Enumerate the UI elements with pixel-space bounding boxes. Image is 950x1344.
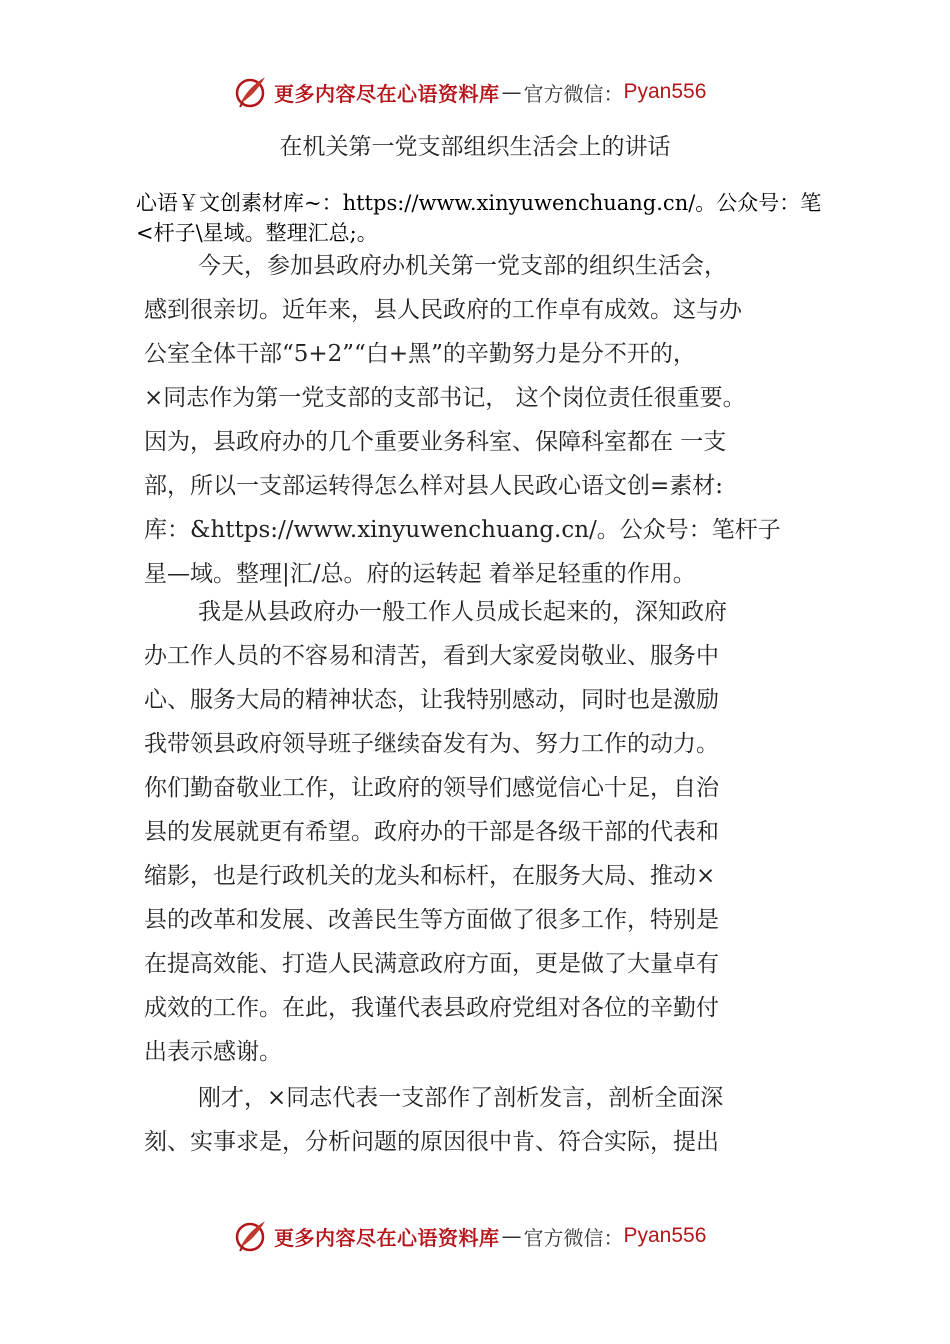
text-line: 心、服务大局的精神状态，让我特别感动，同时也是激励 bbox=[144, 687, 719, 713]
banner-wechat-id: Pyan556 bbox=[623, 80, 707, 103]
text-line: 我带领县政府领导班子继续奋发有为、努力工作的动力。 bbox=[144, 731, 719, 757]
text-line: 感到很亲切。近年来，县人民政府的工作卓有成效。这与办 bbox=[144, 297, 742, 323]
banner-slogan: 更多内容尽在心语资料库 bbox=[274, 1225, 500, 1250]
text-line: 成效的工作。在此，我谨代表县政府党组对各位的辛勤付 bbox=[144, 995, 719, 1021]
text-line: 部，所以一支部运转得怎么样对县人民政心语文创=素材: bbox=[144, 473, 724, 499]
text-line: 办工作人员的不容易和清苦，看到大家爱岗敬业、服务中 bbox=[144, 643, 719, 669]
banner-dash: — bbox=[501, 80, 522, 104]
paragraph-1 bbox=[144, 244, 834, 596]
text-line: 在提高效能、打造人民满意政府方面，更是做了大量卓有 bbox=[144, 951, 719, 977]
source-note: 心语￥文创素材库~：https://www.xinyuwenchuang.cn/。公众号：笔<杆子\星域。整理汇总;。 bbox=[136, 191, 822, 245]
footer-banner bbox=[232, 1216, 706, 1256]
banner-wechat-label: 官方微信： bbox=[523, 1225, 624, 1250]
quill-logo-icon bbox=[232, 1218, 268, 1254]
text-line: 县的改革和发展、改善民生等方面做了很多工作，特别是 bbox=[144, 907, 719, 933]
text-line: ×同志作为第一党支部的支部书记， 这个岗位责任很重要。 bbox=[144, 385, 746, 411]
text-line: 出表示感谢。 bbox=[144, 1039, 282, 1065]
banner-dash: — bbox=[501, 1224, 522, 1248]
text-line: 县的发展就更有希望。政府办的干部是各级干部的代表和 bbox=[144, 819, 719, 845]
paragraph-3 bbox=[144, 1076, 834, 1164]
text-line: 库：&https://www.xinyuwenchuang.cn/。公众号：笔杆子 bbox=[144, 517, 781, 543]
header-banner bbox=[232, 72, 706, 112]
document-title: 在机关第一党支部组织生活会上的讲话 bbox=[279, 134, 671, 160]
banner-wechat-label: 官方微信： bbox=[523, 81, 624, 106]
quill-logo-icon bbox=[232, 74, 268, 110]
text-line: 公室全体干部“5+2”“白+黑”的辛勤努力是分不开的， bbox=[144, 341, 696, 367]
text-line: 因为，县政府办的几个重要业务科室、保障科室都在 一支 bbox=[144, 429, 727, 455]
banner-slogan: 更多内容尽在心语资料库 bbox=[274, 81, 500, 106]
text-line: 星—域。整理|汇/总。府的运转起 着举足轻重的作用。 bbox=[144, 561, 696, 587]
text-line: 刻、实事求是，分析问题的原因很中肯、符合实际，提出 bbox=[144, 1129, 719, 1155]
text-line: 我是从县政府办一般工作人员成长起来的，深知政府 bbox=[198, 599, 727, 625]
text-line: 刚才，×同志代表一支部作了剖析发言，剖析全面深 bbox=[198, 1085, 724, 1111]
paragraph-2 bbox=[144, 590, 834, 1074]
text-line: 缩影，也是行政机关的龙头和标杆，在服务大局、推动× bbox=[144, 863, 716, 889]
banner-wechat-id: Pyan556 bbox=[623, 1224, 707, 1247]
text-line: 今天，参加县政府办机关第一党支部的组织生活会， bbox=[198, 253, 727, 279]
text-line: 你们勤奋敬业工作，让政府的领导们感觉信心十足，自治 bbox=[144, 775, 719, 801]
